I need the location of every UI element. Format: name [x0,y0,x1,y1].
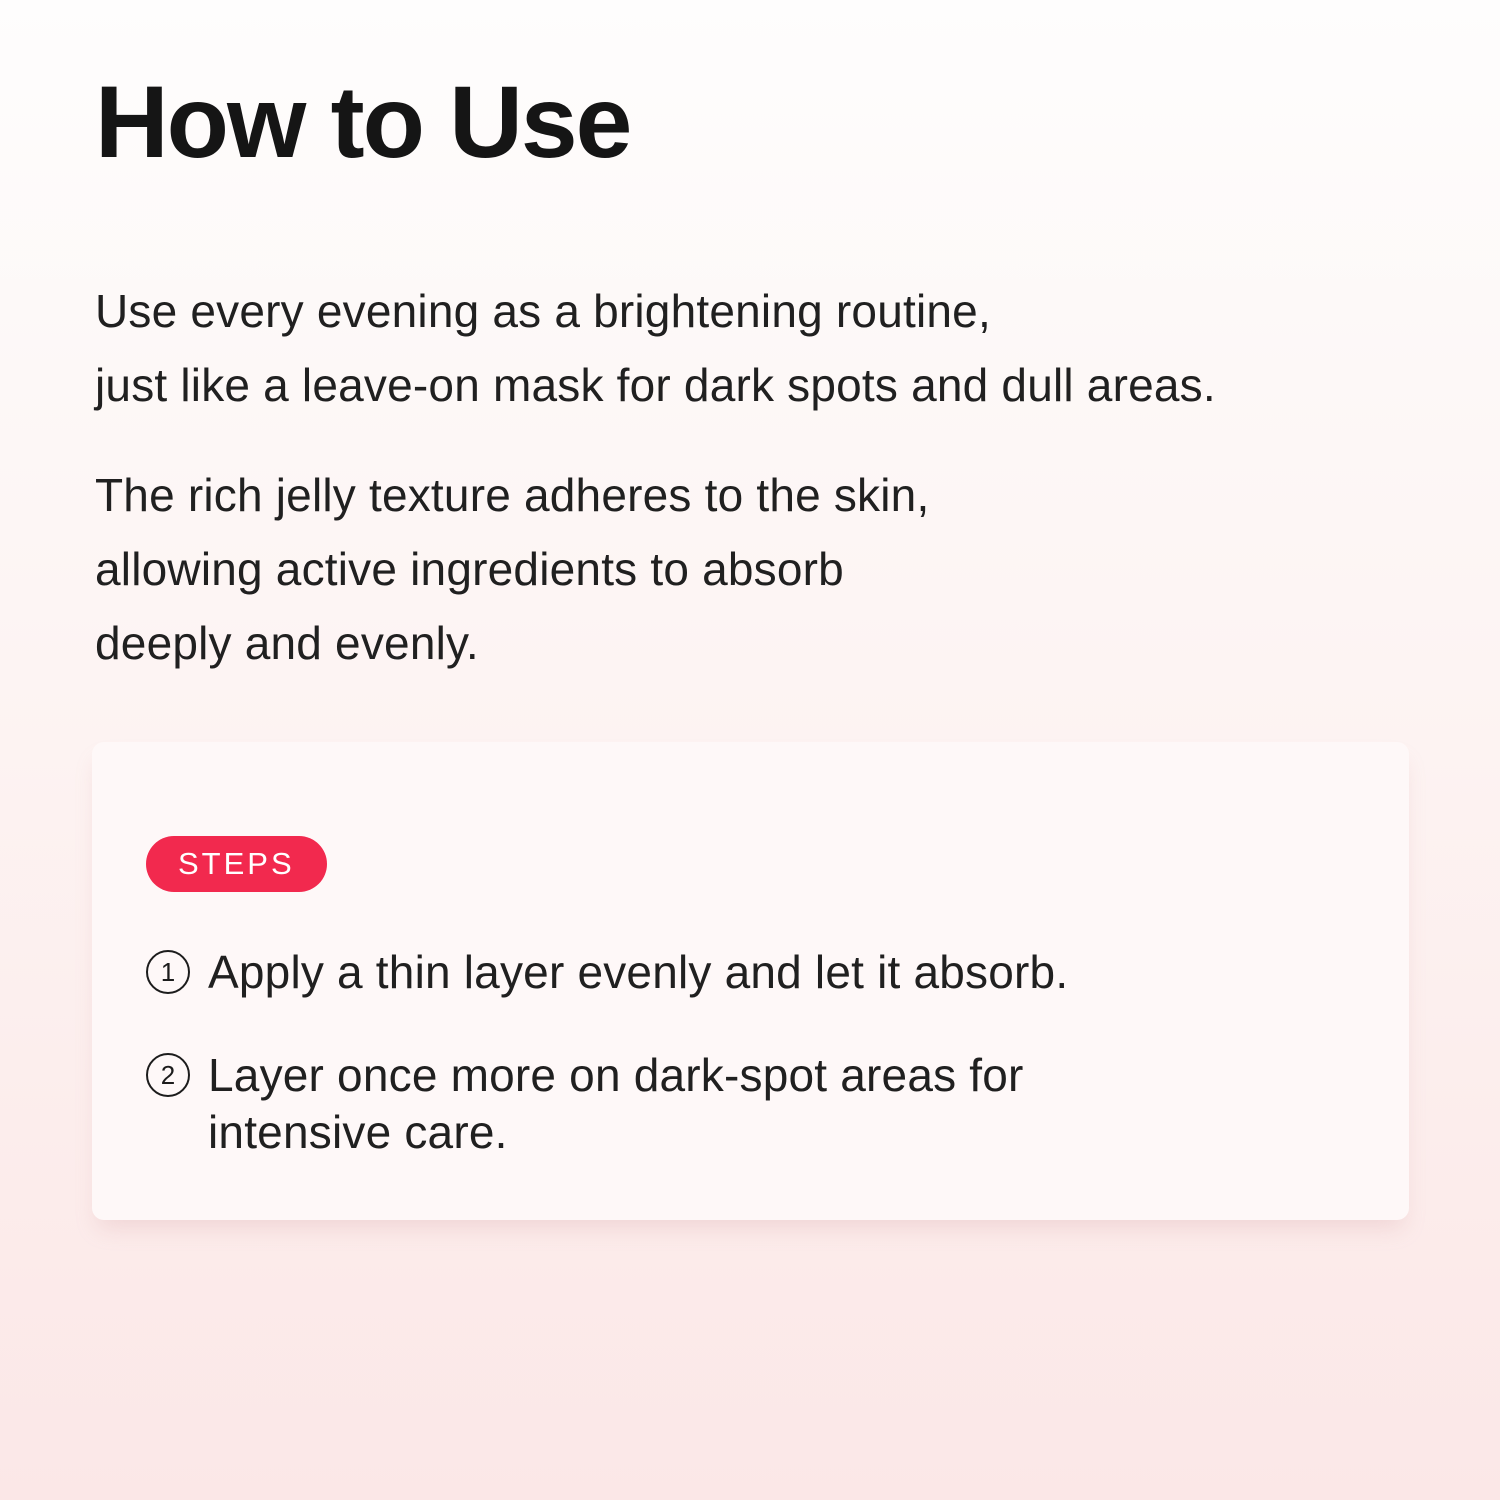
steps-card [92,742,1409,1220]
intro-paragraph-2-line-1: The rich jelly texture adheres to the skin, [95,469,930,522]
step-1-number-icon: 1 [146,950,190,994]
intro-paragraph-2-line-2: allowing active ingredients to absorb [95,543,844,596]
intro-paragraph-1-line-2: just like a leave-on mask for dark spots and dull areas. [95,359,1216,412]
step-2-line-1: Layer once more on dark-spot areas for [208,1049,1024,1101]
step-1-text [208,944,1068,1001]
intro-text [95,274,1405,680]
intro-paragraph-1 [95,274,1405,422]
step-2-text [208,1047,1024,1161]
page-title: How to Use [95,65,631,179]
intro-paragraph-2 [95,458,1405,680]
step-1-line-1: Apply a thin layer evenly and let it absorb. [208,946,1069,998]
step-item-1 [146,944,1353,1001]
step-2-line-2: intensive care. [208,1106,508,1158]
steps-badge [146,836,327,892]
steps-badge-label: STEPS [178,846,295,881]
intro-paragraph-1-line-1: Use every evening as a brightening routine, [95,285,991,338]
step-2-number-icon: 2 [146,1053,190,1097]
step-item-2 [146,1047,1353,1161]
steps-list [146,944,1353,1161]
intro-paragraph-2-line-3: deeply and evenly. [95,617,479,670]
